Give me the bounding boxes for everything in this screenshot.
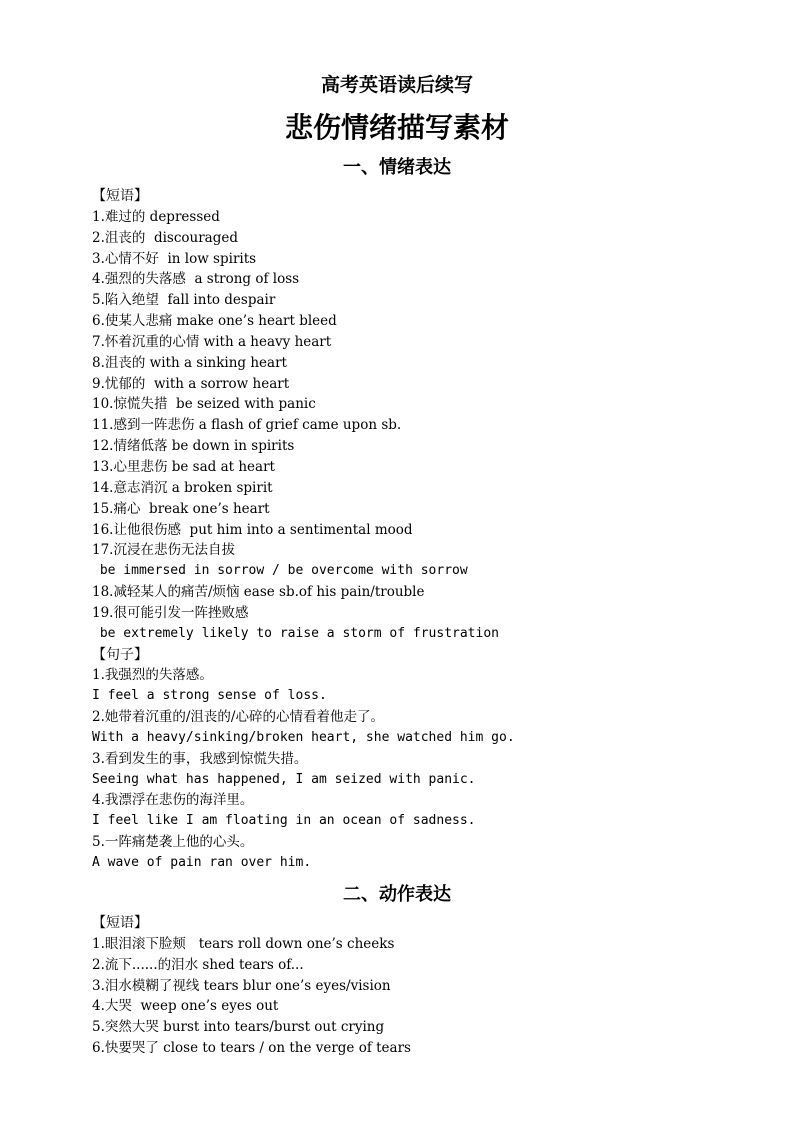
entry-line: 1.眼泪滚下脸颊 tears roll down one’s cheeks — [92, 935, 395, 952]
subsection-label: 【短语】 — [92, 188, 148, 204]
section-heading-emotion: 一、情绪表达 — [343, 157, 451, 178]
entry-line: 8.沮丧的 with a sinking heart — [92, 354, 287, 371]
english-sentence-line: I feel like I am floating in an ocean of sadness. — [92, 813, 476, 829]
entry-line: 7.怀着沉重的心情 with a heavy heart — [92, 333, 332, 350]
entry-line: 5.陷入绝望 fall into despair — [92, 292, 276, 309]
entry-line: 3.心情不好 in low spirits — [92, 250, 257, 267]
entry-line: 15.痛心 break one’s heart — [92, 500, 270, 517]
entry-line: 18.减轻某人的痛苦/烦恼 ease sb.of his pain/trouble — [92, 584, 425, 601]
entry-line: 1.难过的 depressed — [92, 208, 220, 225]
entry-line: 13.心里悲伤 be sad at heart — [92, 458, 275, 475]
entry-line: 2.她带着沉重的/沮丧的/心碎的心情看着他走了。 — [92, 709, 384, 726]
english-sentence-line: A wave of pain ran over him. — [92, 855, 312, 870]
english-sentence-line: With a heavy/sinking/broken heart, she watched him go. — [92, 729, 515, 745]
entry-line: 9.忧郁的 with a sorrow heart — [92, 375, 290, 392]
english-sentence-line: be immersed in sorrow / be overcome with sorrow — [92, 563, 468, 579]
entry-line: 1.我强烈的失落感。 — [92, 667, 213, 684]
entry-line: 12.情绪低落 be down in spirits — [92, 438, 295, 455]
entry-line: 3.泪水模糊了视线 tears blur one’s eyes/vision — [92, 977, 391, 994]
entry-line: 5.突然大哭 burst into tears/burst out crying — [92, 1019, 385, 1036]
document-title: 高考英语读后续写 — [320, 74, 473, 96]
section-emotion-content — [92, 186, 772, 874]
main-title: 悲伤情绪描写素材 — [284, 111, 509, 144]
english-sentence-line: I feel a strong sense of loss. — [92, 688, 327, 704]
entry-line: 6.使某人悲痛 make one’s heart bleed — [92, 313, 337, 330]
entry-line: 19.很可能引发一阵挫败感 — [92, 604, 249, 621]
subsection-label: 【短语】 — [92, 915, 148, 931]
entry-line: 3.看到发生的事，我感到惊慌失措。 — [92, 750, 308, 767]
entry-line: 2.流下......的泪水 shed tears of... — [92, 956, 304, 973]
entry-line: 10.惊慌失措 be seized with panic — [92, 396, 316, 413]
english-sentence-line: Seeing what has happened, I am seized with panic. — [92, 771, 476, 787]
entry-line: 4.大哭 weep one’s eyes out — [92, 998, 279, 1015]
subsection-label: 【句子】 — [92, 646, 148, 663]
entry-line: 6.快要哭了 close to tears / on the verge of tears — [92, 1040, 411, 1057]
entry-line: 2.沮丧的 discouraged — [92, 229, 239, 246]
section-heading-action: 二、动作表达 — [343, 884, 451, 905]
entry-line: 17.沉浸在悲伤无法自拔 — [92, 542, 235, 559]
entry-line: 14.意志消沉 a broken spirit — [92, 479, 273, 496]
entry-line: 11.感到一阵悲伤 a flash of grief came upon sb. — [92, 417, 402, 434]
entry-line: 4.强烈的失落感 a strong of loss — [92, 271, 300, 288]
entry-line: 4.我漂浮在悲伤的海洋里。 — [92, 792, 254, 809]
entry-line: 16.让他很伤感 put him into a sentimental mood — [92, 521, 413, 538]
english-sentence-line: be extremely likely to raise a storm of frustration — [92, 625, 499, 641]
entry-line: 5.一阵痛楚袭上他的心头。 — [92, 834, 254, 851]
section-action-content — [92, 913, 772, 1059]
